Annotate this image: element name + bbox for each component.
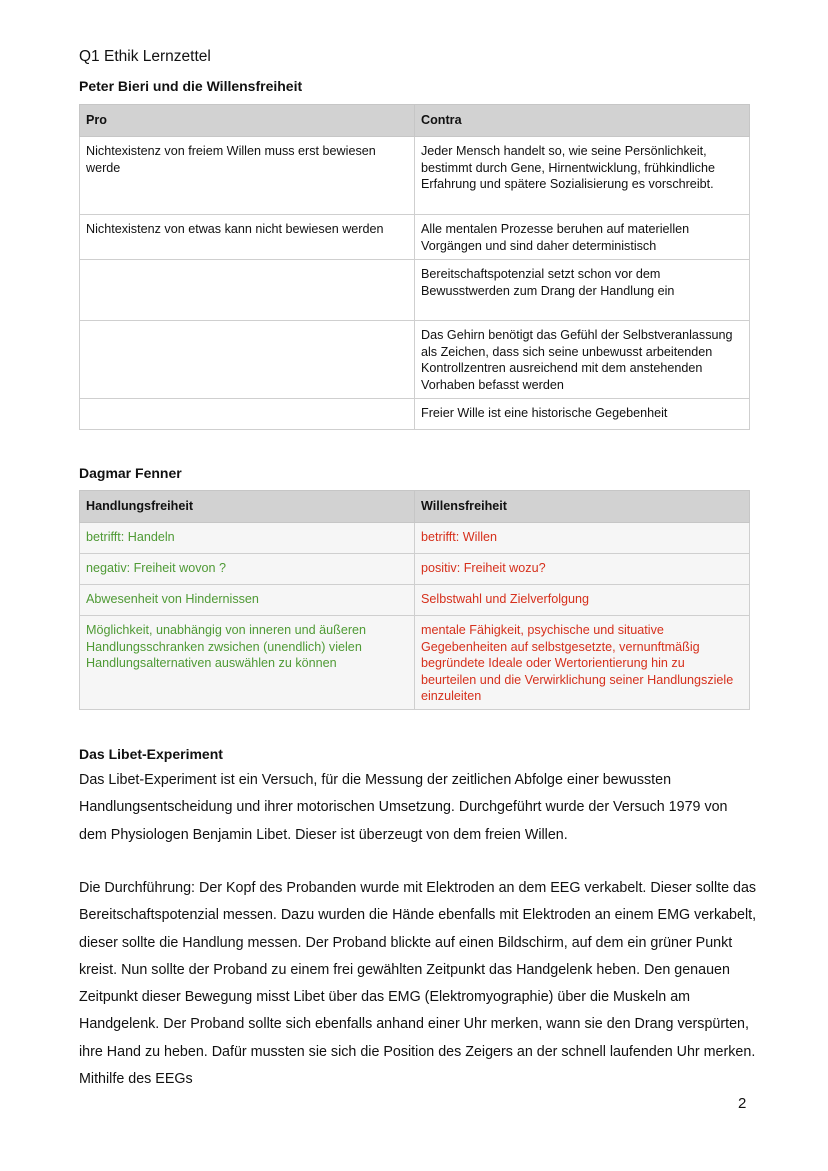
libet-procedure-paragraph: Die Durchführung: Der Kopf des Probanden wurde mit Elektroden an dem EEG verkabelt. Dieser sollte das Bereitschaftspotenzial messen. Dazu wurden die Hände ebenfalls mit Elektroden an einem EMG verkabelt, dieser sollte die Handlung messen. Der Proband blickte auf einen Bildschirm, auf dem ein grüner Punkt kreist. Nun sollte der Proband zu einem frei gewählten Zeitpunkt das Handgelenk heben. Den genauen Zeitpunkt dieser Bewegung misst Libet über das EMG (Elektromyographie) über die Muskeln am Handgelenk. Der Proband sollte sich ebenfalls anhand einer Uhr merken, wann sie den Drang verspürten, ihre Hand zu heben. Dafür mussten sie sich die Position des Zeigers an der schnell laufenden Uhr merken. Mithilfe des EEGs xyxy=(79,880,757,1088)
table-row xyxy=(80,585,750,616)
table-header-row xyxy=(80,491,750,523)
contra-cell: Jeder Mensch handelt so, wie seine Persönlichkeit, bestimmt durch Gene, Hirnentwicklung, frühkindliche Erfahrung und spätere Sozialisierung es vorschreibt. xyxy=(415,137,750,215)
handlungsfreiheit-cell: Abwesenheit von Hindernissen xyxy=(80,585,415,616)
pro-cell xyxy=(80,399,415,430)
handlungsfreiheit-cell: negativ: Freiheit wovon ? xyxy=(80,554,415,585)
table-row xyxy=(80,616,750,710)
header-handlungsfreiheit: Handlungsfreiheit xyxy=(80,491,415,523)
page-number: 2 xyxy=(738,1095,747,1112)
pro-cell xyxy=(80,321,415,399)
contra-cell: Alle mentalen Prozesse beruhen auf materiellen Vorgängen und sind daher deterministisch xyxy=(415,215,750,260)
header-contra: Contra xyxy=(415,105,750,137)
table-row xyxy=(80,554,750,585)
willensfreiheit-cell: betrifft: Willen xyxy=(415,523,750,554)
table-row xyxy=(80,523,750,554)
header-pro: Pro xyxy=(80,105,415,137)
pro-cell: Nichtexistenz von etwas kann nicht bewiesen werden xyxy=(80,215,415,260)
table-row xyxy=(80,215,750,260)
section-heading-fenner: Dagmar Fenner xyxy=(79,465,182,481)
page-title: Q1 Ethik Lernzettel xyxy=(79,48,211,65)
section-heading-bieri: Peter Bieri und die Willensfreiheit xyxy=(79,78,303,94)
table-row xyxy=(80,260,750,321)
table-row xyxy=(80,399,750,430)
bieri-table xyxy=(79,104,750,430)
header-willensfreiheit: Willensfreiheit xyxy=(415,491,750,523)
contra-cell: Freier Wille ist eine historische Gegebenheit xyxy=(415,399,750,430)
contra-cell: Bereitschaftspotenzial setzt schon vor dem Bewusstwerden zum Drang der Handlung ein xyxy=(415,260,750,321)
handlungsfreiheit-cell: Möglichkeit, unabhängig von inneren und äußeren Handlungsschranken zwsichen (unendlich) vielen Handlungsalternativen auswählen zu können xyxy=(80,616,415,710)
willensfreiheit-cell: mentale Fähigkeit, psychische und situative Gegebenheiten auf selbstgesetzte, vernunftmäßig begründete Ideale oder Wertorientierung hin zu beurteilen und die Verwirklichung seiner Handlungsziele einzuleiten xyxy=(415,616,750,710)
contra-cell: Das Gehirn benötigt das Gefühl der Selbstveranlassung als Zeichen, dass sich seine unbewusst arbeitenden Kontrollzentren ausreichend mit dem anstehenden Vorhaben befasst werden xyxy=(415,321,750,399)
section-heading-libet: Das Libet-Experiment xyxy=(79,746,223,762)
table-row xyxy=(80,137,750,215)
table-row xyxy=(80,321,750,399)
willensfreiheit-cell: Selbstwahl und Zielverfolgung xyxy=(415,585,750,616)
handlungsfreiheit-cell: betrifft: Handeln xyxy=(80,523,415,554)
fenner-table xyxy=(79,490,750,710)
pro-cell xyxy=(80,260,415,321)
table-header-row xyxy=(80,105,750,137)
pro-cell: Nichtexistenz von freiem Willen muss erst bewiesen werde xyxy=(80,137,415,215)
willensfreiheit-cell: positiv: Freiheit wozu? xyxy=(415,554,750,585)
libet-intro-paragraph: Das Libet-Experiment ist ein Versuch, für die Messung der zeitlichen Abfolge einer bewussten Handlungsentscheidung und ihrer motorischen Umsetzung. Durchgeführt wurde der Versuch 1979 von dem Physiologen Benjamin Libet. Dieser ist überzeugt von dem freien Willen. xyxy=(79,772,728,843)
